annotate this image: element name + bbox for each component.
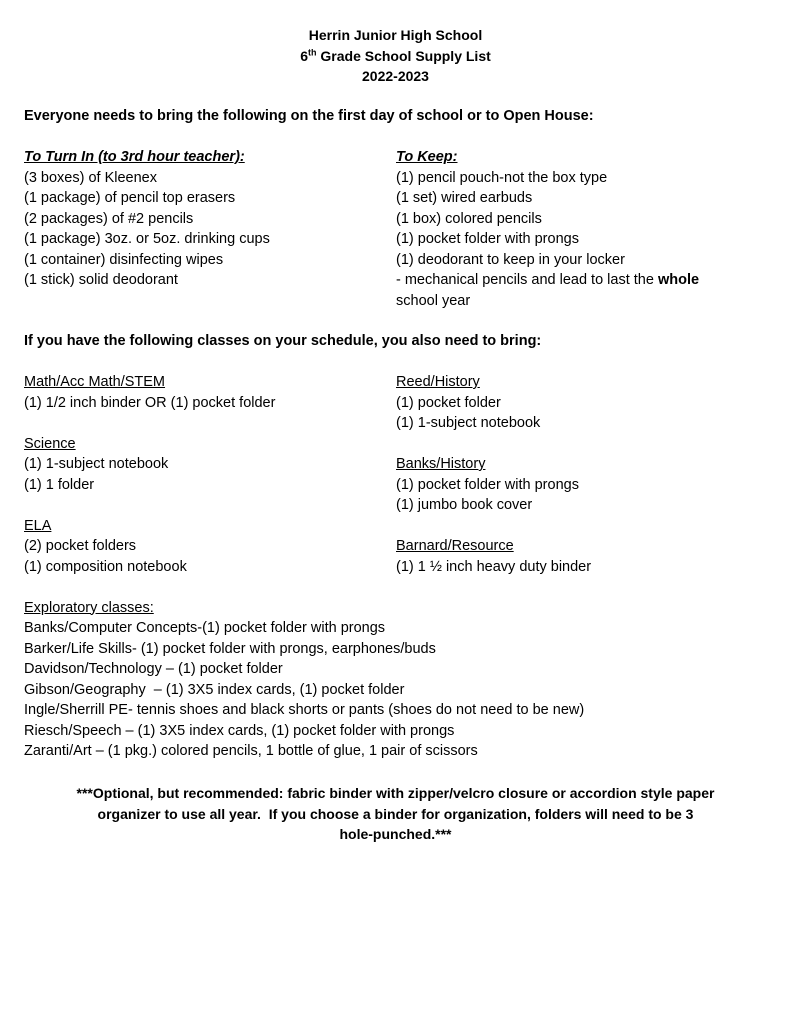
to-keep-item-mechanical-pencils	[396, 270, 699, 291]
class-heading-banks-history: Banks/History	[396, 456, 486, 472]
class-item: (2) pocket folders	[24, 538, 137, 554]
exploratory-item: Barker/Life Skills- (1) pocket folder with prongs, earphones/buds	[24, 640, 436, 657]
grade-ordinal: th	[308, 46, 317, 57]
class-item: (1) 1-subject notebook	[24, 456, 169, 472]
exploratory-item: Zaranti/Art – (1 pkg.) colored pencils, 1 bottle of glue, 1 pair of scissors	[24, 743, 478, 759]
class-item: (1) jumbo book cover	[396, 497, 533, 513]
class-heading-reed-history: Reed/History	[396, 374, 480, 390]
mechanical-pencils-continued: school year	[396, 292, 471, 309]
class-heading-barnard-resource: Barnard/Resource	[396, 538, 514, 554]
optional-recommendation	[0, 783, 791, 845]
intro-text: Everyone needs to bring the following on the first day of school or to Open House:	[24, 108, 594, 124]
exploratory-heading: Exploratory classes:	[24, 599, 154, 616]
class-item: (1) 1 folder	[24, 476, 95, 493]
class-item: (1) pocket folder	[396, 394, 501, 411]
recommendation-line: ***Optional, but recommended: fabric binder with zipper/velcro closure or accordion style paper	[76, 785, 715, 801]
mechanical-pencils-emphasis: whole	[657, 272, 700, 288]
turn-in-item: (1 package) 3oz. or 5oz. drinking cups	[24, 231, 270, 247]
mechanical-pencils-text: - mechanical pencils and lead to last the	[396, 272, 658, 288]
classes-intro: If you have the following classes on your schedule, you also need to bring:	[24, 333, 542, 349]
class-item: (1) pocket folder with prongs	[396, 476, 579, 493]
class-heading-math: Math/Acc Math/STEM	[24, 374, 166, 390]
exploratory-item: Riesch/Speech – (1) 3X5 index cards, (1) pocket folder with prongs	[24, 722, 455, 739]
turn-in-heading: To Turn In (to 3rd hour teacher):	[24, 149, 245, 165]
school-name: Herrin Junior High School	[308, 27, 483, 43]
class-item: (1) 1 ½ inch heavy duty binder	[396, 558, 592, 575]
turn-in-item: (1 stick) solid deodorant	[24, 272, 178, 288]
class-item: (1) 1/2 inch binder OR (1) pocket folder	[24, 394, 276, 411]
class-heading-science: Science	[24, 435, 76, 452]
exploratory-item: Banks/Computer Concepts-(1) pocket folder with prongs	[24, 620, 386, 636]
exploratory-item: Gibson/Geography – (1) 3X5 index cards, (1) pocket folder	[24, 681, 405, 698]
recommendation-line: hole-punched.***	[339, 826, 452, 842]
turn-in-item: (1 container) disinfecting wipes	[24, 251, 224, 268]
document-header	[0, 25, 791, 87]
list-title	[0, 46, 791, 67]
turn-in-item: (2 packages) of #2 pencils	[24, 210, 194, 227]
recommendation-line: organizer to use all year. If you choose a binder for organization, folders will need to be 3	[97, 805, 694, 822]
class-item: (1) 1-subject notebook	[396, 415, 541, 431]
to-keep-heading: To Keep:	[396, 149, 458, 165]
school-year: 2022-2023	[362, 68, 429, 84]
class-heading-ela: ELA	[24, 517, 52, 534]
exploratory-item: Davidson/Technology – (1) pocket folder	[24, 661, 283, 677]
to-keep-item: (1) deodorant to keep in your locker	[396, 251, 625, 268]
class-item: (1) composition notebook	[24, 558, 187, 575]
grade-number: 6	[300, 47, 309, 64]
to-keep-item: (1) pocket folder with prongs	[396, 231, 579, 247]
to-keep-item: (1 box) colored pencils	[396, 210, 542, 227]
exploratory-item: Ingle/Sherrill PE- tennis shoes and black shorts or pants (shoes do not need to be new)	[24, 702, 585, 718]
to-keep-item: (1 set) wired earbuds	[396, 190, 533, 206]
to-keep-item: (1) pencil pouch-not the box type	[396, 169, 608, 186]
list-title-text: Grade School Supply List	[316, 47, 491, 64]
turn-in-item: (1 package) of pencil top erasers	[24, 190, 236, 206]
turn-in-item: (3 boxes) of Kleenex	[24, 169, 157, 186]
